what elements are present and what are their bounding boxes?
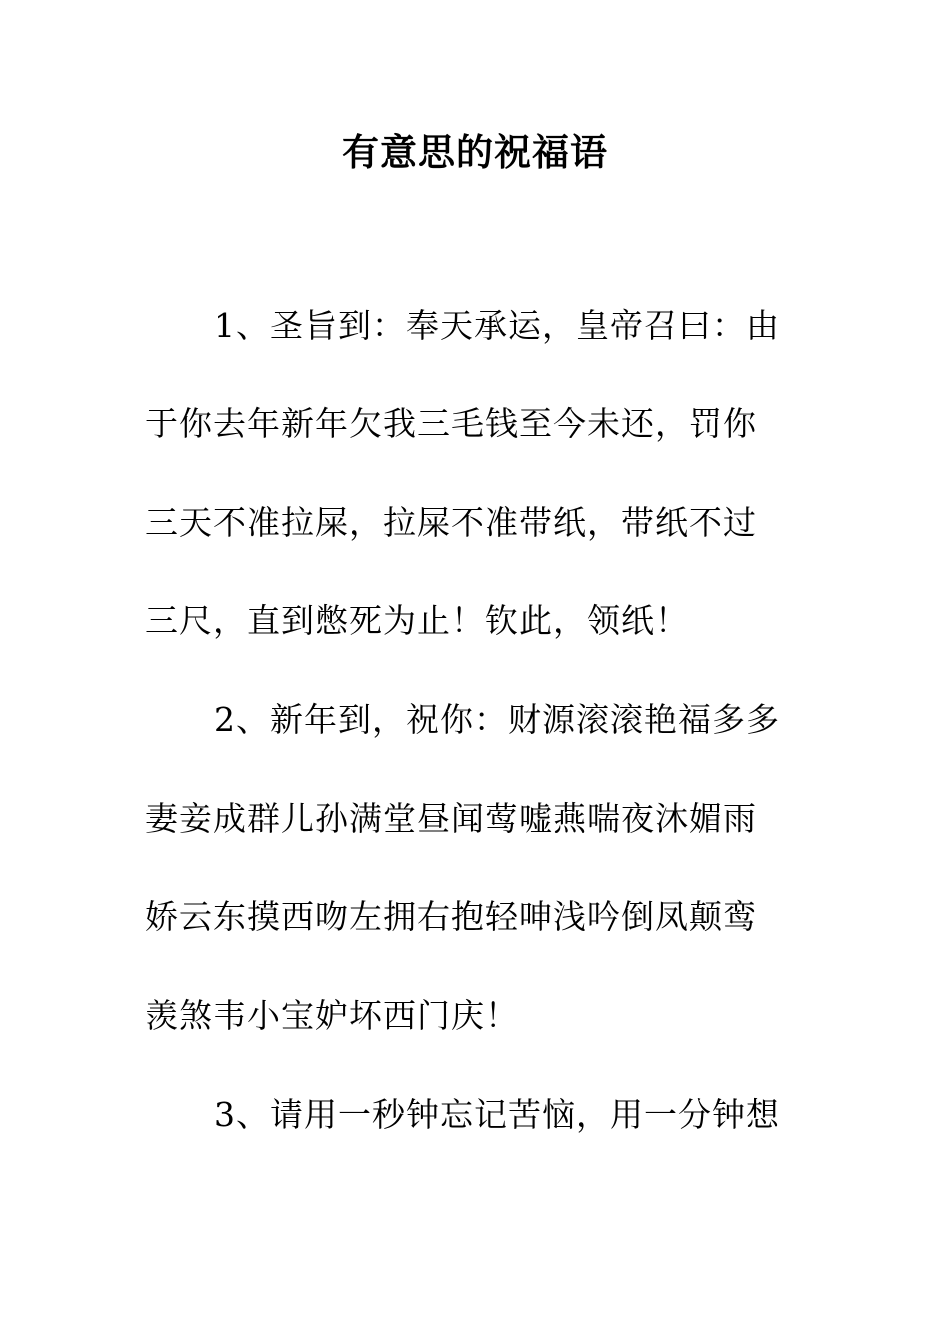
document-title: 有意思的祝福语 <box>342 131 608 174</box>
paragraph-1-line-2: 于你去年新年欠我三毛钱至今未还，罚你 <box>145 404 757 443</box>
paragraph-2-line-4: 羡煞韦小宝妒坏西门庆！ <box>145 996 519 1035</box>
paragraph-3-line-1: 3、请用一秒钟忘记苦恼，用一分钟想 <box>214 1095 780 1134</box>
paragraph-2-line-1: 2、新年到，祝你：财源滚滚艳福多多 <box>214 700 780 739</box>
paragraph-2-line-2: 妻妾成群儿孙满堂昼闻莺嘘燕喘夜沐媚雨 <box>145 799 757 838</box>
paragraph-1-line-1: 1、圣旨到：奉天承运，皇帝召曰：由 <box>214 306 780 345</box>
paragraph-2-line-3: 娇云东摸西吻左拥右抱轻呻浅吟倒凤颠鸾 <box>145 897 757 936</box>
paragraph-1-line-4: 三尺，直到憋死为止！钦此，领纸！ <box>145 601 689 640</box>
paragraph-1-line-3: 三天不准拉屎，拉屎不准带纸，带纸不过 <box>145 503 757 542</box>
